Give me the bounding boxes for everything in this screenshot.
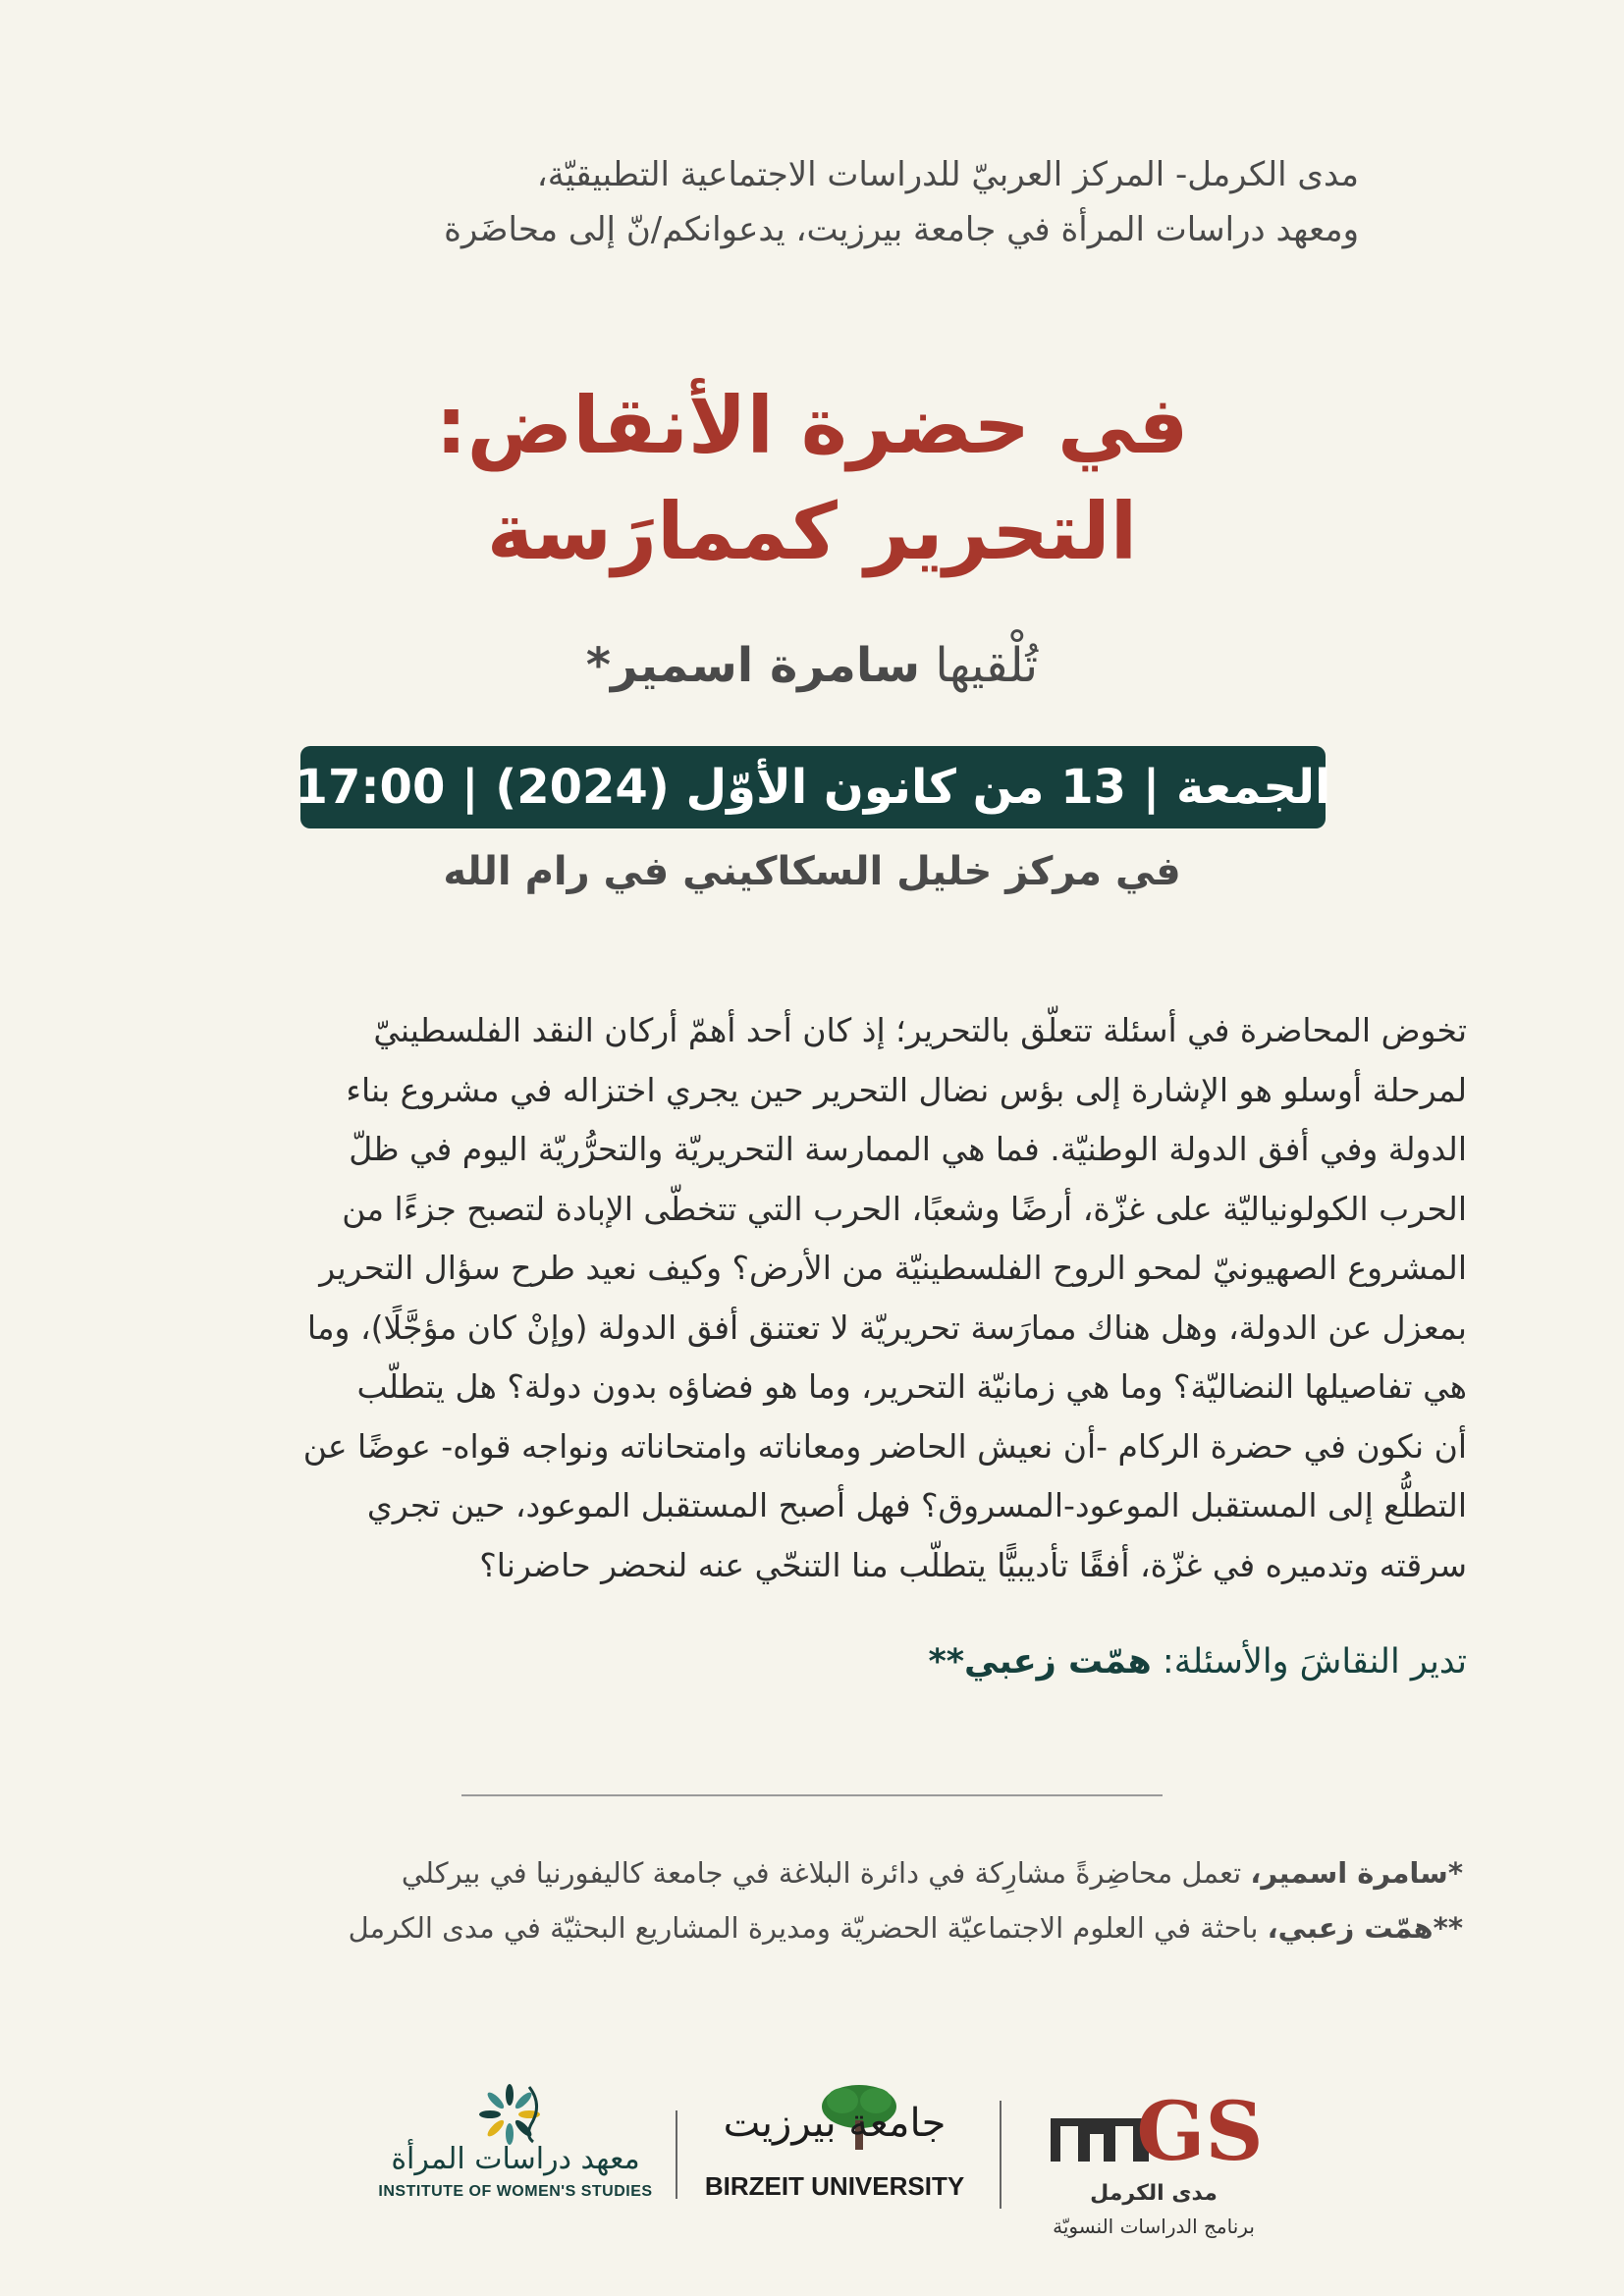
moderator-name: همّت زعبي**	[928, 1642, 1152, 1682]
svg-text:GS: GS	[1136, 2085, 1264, 2179]
speaker-line	[0, 638, 1624, 693]
lecture-title	[0, 373, 1624, 585]
lecture-description	[157, 1001, 1467, 1595]
moderator-line	[157, 1642, 1467, 1682]
body-line: بمعزل عن الدولة، وهل هناك ممارَسة تحريريّة لا تعتنق أفق الدولة (وإنْ كان مؤجَّلًا)، وما	[306, 1308, 1467, 1347]
date-text: الجمعة | 13 من كانون الأوّل (2024) | 17:00	[295, 760, 1331, 815]
footnotes	[153, 1845, 1463, 1955]
speaker-prefix: تُلْقيها	[935, 638, 1039, 693]
body-line: التطلُّع إلى المستقبل الموعود-المسروق؟ فهل أصبح المستقبل الموعود، حين تجري	[366, 1486, 1467, 1524]
footnote-text: تعمل محاضِرةً مشارِكة في دائرة البلاغة في جامعة كاليفورنيا في بيركلي	[401, 1856, 1251, 1890]
sunburst-icon	[486, 2081, 545, 2144]
womens-studies-logo	[363, 2081, 668, 2228]
footnote-name: *سامرة اسمير،	[1250, 1856, 1463, 1890]
body-line: الحرب الكولونياليّة على غزّة، أرضًا وشعبًا، الحرب التي تتخطّى الإبادة لتصبح جزءًا من	[342, 1189, 1467, 1228]
body-line: لمرحلة أوسلو هو الإشارة إلى بؤس نضال التحرير حين يجري اختزاله في مشروع بناء	[346, 1070, 1467, 1109]
title-line-1: في حضرة الأنقاض:	[435, 380, 1189, 471]
moderator-prefix: تدير النقاشَ والأسئلة:	[1151, 1642, 1467, 1682]
mada-program: برنامج الدراسات النسويّة	[1053, 2215, 1255, 2238]
body-line: تخوض المحاضرة في أسئلة تتعلّق بالتحرير؛ إذ كان أحد أهمّ أركان النقد الفلسطينيّ	[373, 1011, 1467, 1049]
gs-logo-icon	[1051, 2077, 1264, 2179]
body-line: الدولة وفي أفق الدولة الوطنيّة. فما هي الممارسة التحريريّة والتحرُّريّة اليوم في ظلّ	[349, 1130, 1467, 1168]
partner-logos	[0, 2071, 1624, 2268]
body-line: أن نكون في حضرة الركام -أن نعيش الحاضر ومعاناته وامتحاناته ونواجه قواه- عوضًا عن	[302, 1426, 1467, 1466]
body-line: سرقته وتدميره في غزّة، أفقًا تأديبيًّا يتطلّب منا التنحّي عنه لنحضر حاضرنا؟	[479, 1545, 1467, 1584]
logo-separator	[676, 2110, 677, 2199]
iws-arabic-name: معهد دراسات المرأة	[391, 2142, 640, 2176]
date-badge	[295, 746, 1331, 828]
footnote-text: باحثة في العلوم الاجتماعيّة الحضريّة ومديرة المشاريع البحثيّة في مدى الكرمل	[348, 1911, 1268, 1945]
divider	[461, 1794, 1163, 1796]
iws-english-name: INSTITUTE OF WOMEN'S STUDIES	[378, 2183, 653, 2200]
mada-alcarmel-logo	[1041, 2071, 1267, 2268]
intro-line-1: مدى الكرمل- المركز العربيّ للدراسات الاجتماعية التطبيقيّة،	[536, 155, 1359, 194]
logo-separator	[1000, 2101, 1001, 2209]
mada-name: مدى الكرمل	[1090, 2181, 1218, 2206]
intro-line-2: ومعهد دراسات المرأة في جامعة بيرزيت، يدعوانكم/نّ إلى محاضَرة	[444, 210, 1359, 249]
venue-text: في مركز خليل السكاكيني في رام الله	[443, 849, 1181, 894]
footnote-speaker	[153, 1845, 1463, 1900]
speaker-name: سامرة اسمير*	[585, 638, 921, 693]
birzeit-university-logo	[687, 2081, 982, 2218]
footnote-name: **همّت زعبي،	[1267, 1911, 1463, 1945]
footnote-moderator	[153, 1900, 1463, 1955]
birzeit-arabic-name: جامعة بيرزيت	[723, 2101, 947, 2146]
title-line-2: التحرير كممارَسة	[486, 486, 1138, 577]
body-line: المشروع الصهيونيّ لمحو الروح الفلسطينيّة من الأرض؟ وكيف نعيد طرح سؤال التحرير	[319, 1249, 1467, 1287]
birzeit-english-name: BIRZEIT UNIVERSITY	[704, 2171, 965, 2201]
intro-text	[279, 147, 1359, 257]
body-line: هي تفاصيلها النضاليّة؟ وما هي زمانيّة التحرير، وما هو فضاؤه بدون دولة؟ هل يتطلّب	[356, 1367, 1467, 1406]
